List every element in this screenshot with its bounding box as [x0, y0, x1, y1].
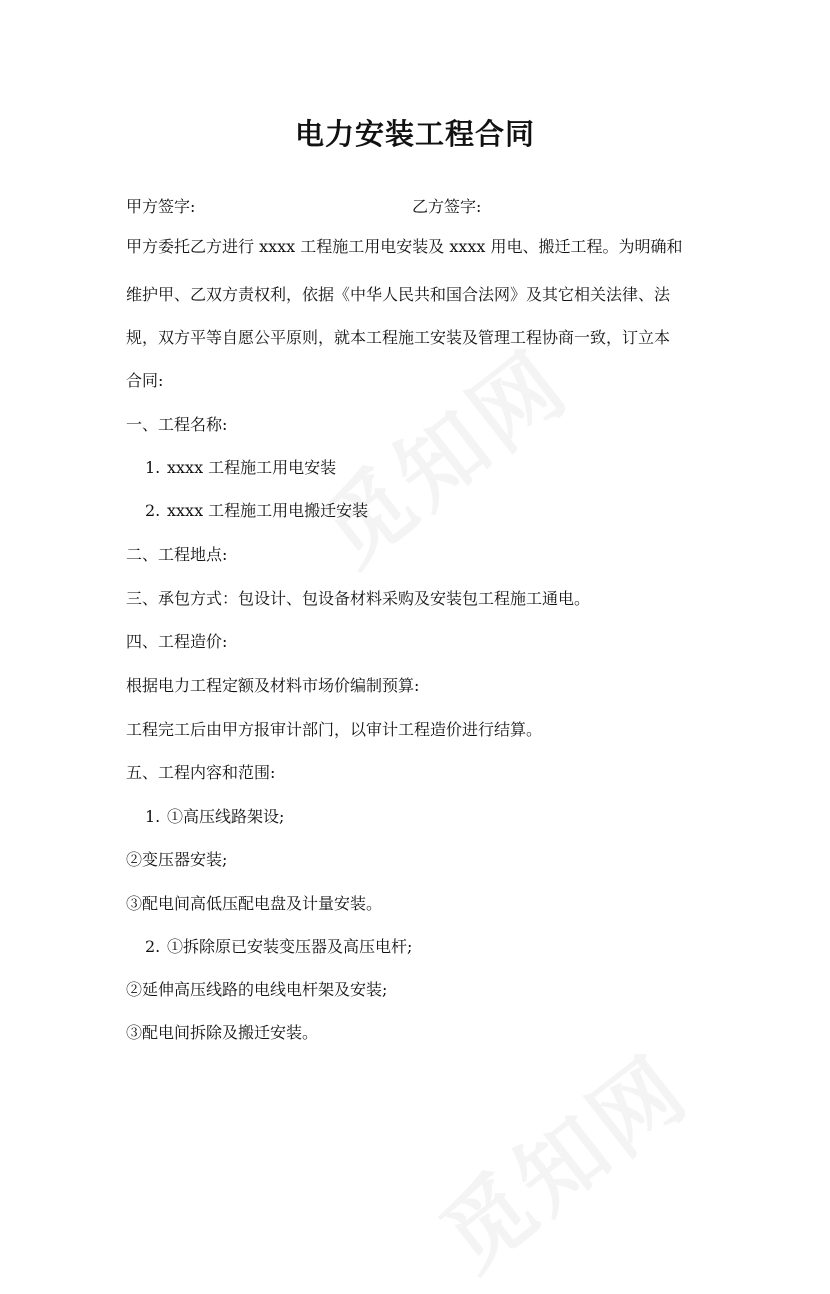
watermark [411, 1022, 711, 1294]
section-heading: 五、工程内容和范围: [126, 763, 276, 782]
list-number: 1. [145, 458, 161, 477]
section-heading: 三、承包方式：包设计、包设备材料采购及安装包工程施工通电。 [126, 589, 591, 608]
paragraph-line: 工程完工后由甲方报审计部门，以审计工程造价进行结算。 [126, 720, 543, 739]
list-item [145, 499, 368, 523]
paragraph-line: ③配电间拆除及搬迁安装。 [126, 1023, 319, 1042]
list-text: xxxx 工程施工用电安装 [167, 458, 337, 477]
list-text: ①拆除原已安装变压器及高压电杆; [167, 937, 413, 956]
intro-line: 维护甲、乙双方责权利，依据《中华人民共和国合法网》及其它相关法律、法 [126, 285, 671, 304]
section-heading: 二、工程地点: [126, 545, 228, 564]
party-a-signature-label: 甲方签字: [126, 197, 196, 216]
paragraph-line: ②延伸高压线路的电线电杆架及安装; [126, 980, 388, 999]
list-text: xxxx 工程施工用电搬迁安装 [167, 501, 369, 520]
party-b-signature-label: 乙方签字: [412, 197, 482, 216]
watermark [291, 317, 591, 590]
section-heading: 四、工程造价: [126, 632, 228, 651]
section-heading: 一、工程名称: [126, 415, 228, 434]
list-item [145, 805, 284, 829]
intro-line: 甲方委托乙方进行 xxxx 工程施工用电安装及 xxxx 用电、搬迁工程。为明确和 [126, 237, 683, 256]
list-number: 1. [145, 807, 161, 826]
list-item [145, 456, 336, 480]
list-text: ①高压线路架设; [167, 807, 285, 826]
intro-line: 合同: [126, 371, 164, 390]
document-title: 电力安装工程合同 [294, 117, 535, 151]
list-number: 2. [145, 501, 161, 520]
intro-line: 规，双方平等自愿公平原则，就本工程施工安装及管理工程协商一致，订立本 [126, 328, 671, 347]
paragraph-line: 根据电力工程定额及材料市场价编制预算: [126, 676, 420, 695]
paragraph-line: ③配电间高低压配电盘及计量安装。 [126, 894, 383, 913]
paragraph-line: ②变压器安装; [126, 850, 228, 869]
list-number: 2. [145, 937, 161, 956]
list-item [145, 935, 412, 959]
